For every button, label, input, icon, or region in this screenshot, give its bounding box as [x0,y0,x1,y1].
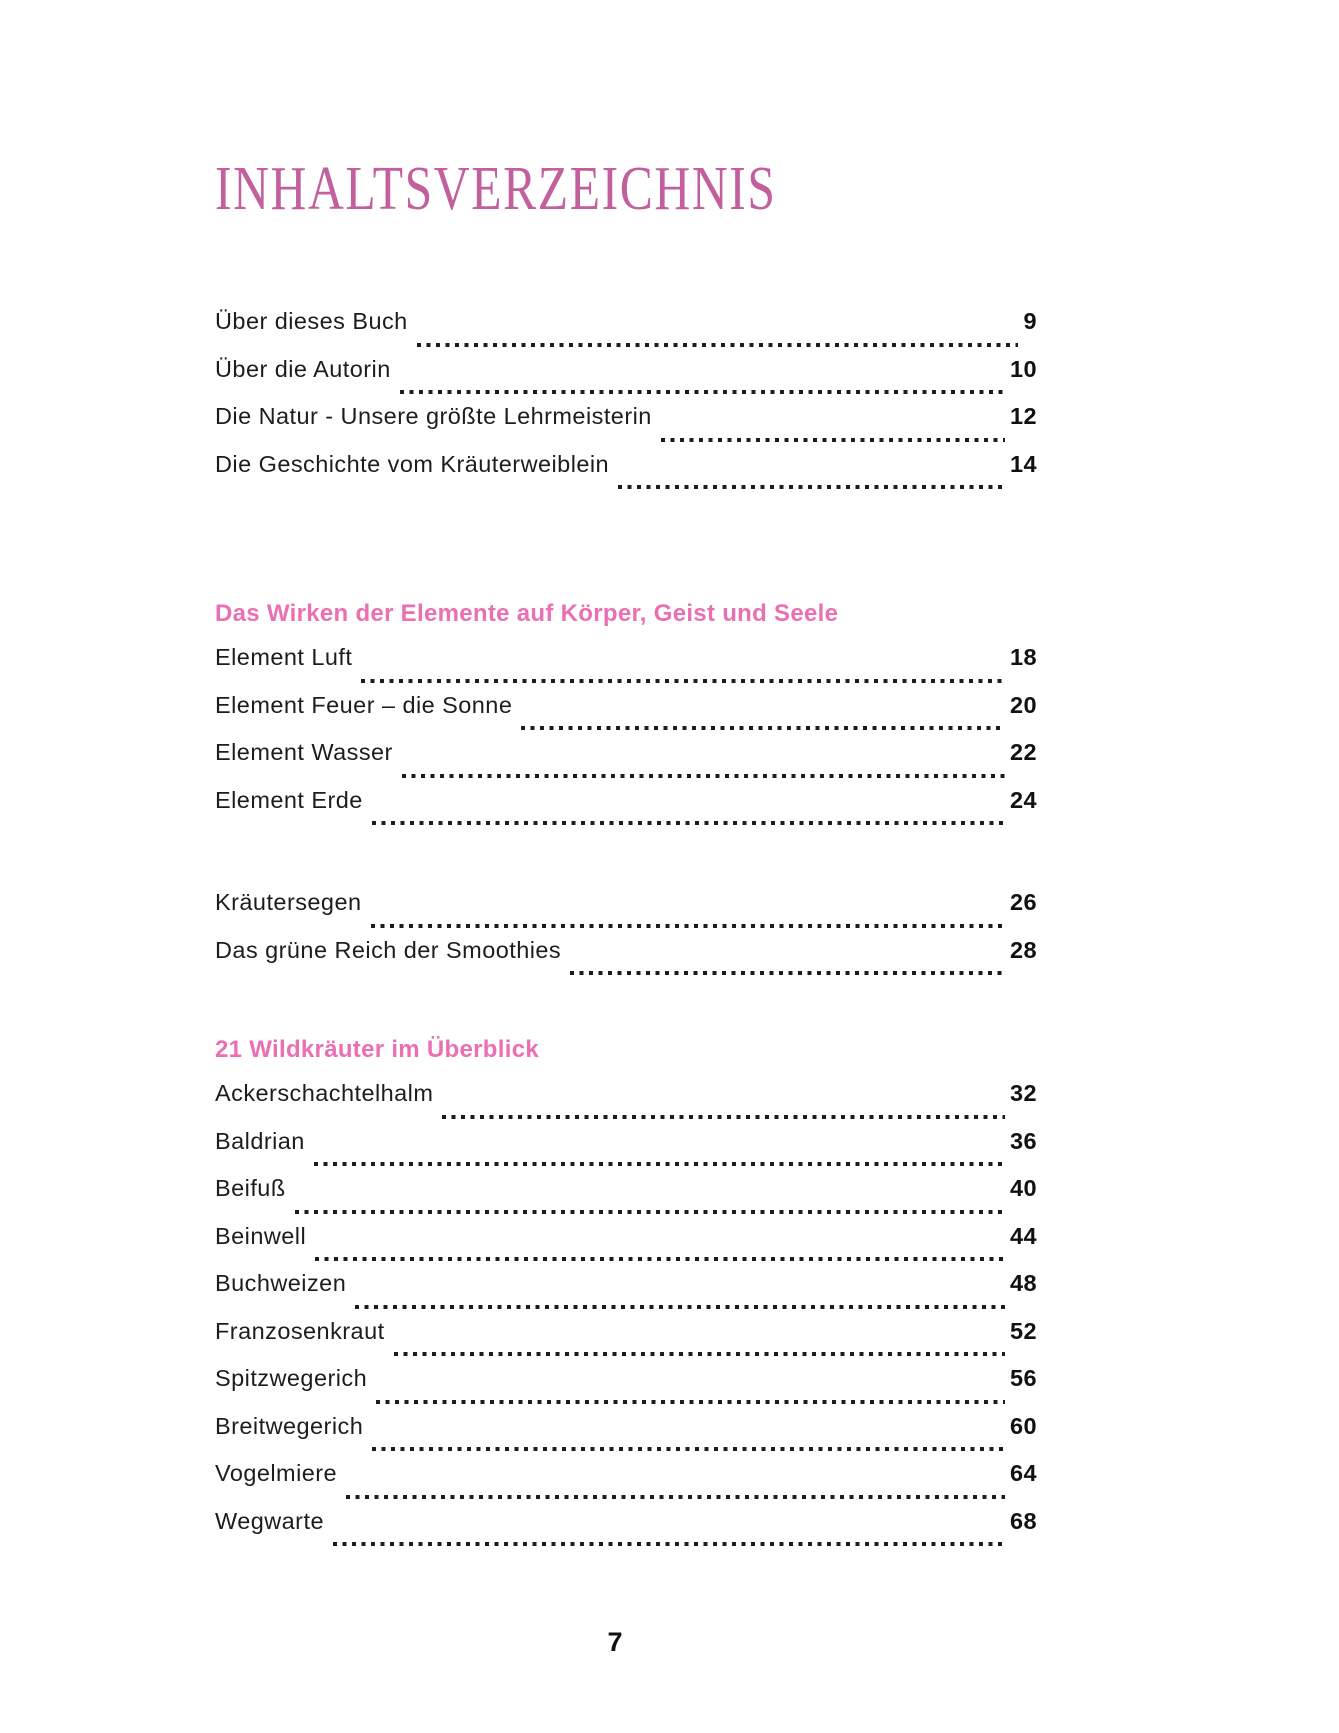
dot-leader [521,726,1005,730]
page-footer [215,1627,1015,1658]
entry-label: Ackerschachtelhalm [215,1080,434,1106]
footer-page-number: 7 [607,1627,623,1657]
toc-entry [215,787,1037,835]
toc-section [215,598,1037,834]
entry-label: Element Erde [215,786,363,813]
page-title: INHALTSVERZEICHNIS [215,155,777,223]
entry-page-number: 20 [1009,691,1037,718]
dot-leader [314,1162,1005,1166]
entry-label: Das grüne Reich der Smoothies [215,936,562,963]
entry-list [215,308,1037,498]
entry-page-number: 40 [1009,1175,1037,1201]
toc-section [215,308,1037,498]
entry-page-number: 68 [1009,1507,1037,1534]
entry-page-number: 64 [1009,1460,1037,1486]
toc-entry [215,1318,1037,1366]
dot-leader [442,1115,1005,1119]
toc-entry [215,1508,1037,1556]
toc-section [215,889,1037,984]
toc-entry [215,937,1037,985]
dot-leader [346,1495,1005,1499]
entry-label: Wegwarte [215,1507,324,1534]
entry-page-number: 18 [1009,644,1037,670]
dot-leader [394,1352,1005,1356]
entry-list [215,1080,1037,1555]
dot-leader [355,1305,1005,1309]
entry-page-number: 9 [1023,308,1037,334]
toc-entry [215,889,1037,937]
entry-page-number: 22 [1009,739,1037,765]
entry-page-number: 60 [1009,1412,1037,1439]
toc-entry [215,1175,1037,1223]
dot-leader [315,1257,1005,1261]
toc-entry [215,1128,1037,1176]
entry-label: Element Feuer – die Sonne [215,691,513,718]
toc-entry [215,1413,1037,1461]
toc-entry [215,644,1037,692]
page-content [215,0,1037,1555]
toc-entry [215,356,1037,404]
entry-label: Franzosenkraut [215,1317,385,1344]
dot-leader [361,679,1005,683]
entry-label: Baldrian [215,1127,305,1154]
toc-entry [215,1460,1037,1508]
toc [215,308,1037,1555]
entry-page-number: 24 [1009,786,1037,813]
entry-page-number: 12 [1009,403,1037,429]
toc-entry [215,451,1037,499]
entry-label: Über dieses Buch [215,308,408,334]
entry-label: Spitzwegerich [215,1365,368,1391]
entry-label: Vogelmiere [215,1460,338,1486]
toc-entry [215,308,1037,356]
entry-label: Kräutersegen [215,889,362,915]
entry-page-number: 26 [1009,889,1037,915]
entry-label: Die Natur - Unsere größte Lehrmeisterin [215,403,652,429]
toc-entry [215,1270,1037,1318]
toc-entry [215,692,1037,740]
entry-page-number: 56 [1009,1365,1037,1391]
entry-label: Über die Autorin [215,355,391,382]
entry-label: Breitwegerich [215,1412,364,1439]
section-heading: Das Wirken der Elemente auf Körper, Geist und Seele [215,600,839,627]
entry-label: Beifuß [215,1175,286,1201]
toc-entry [215,1080,1037,1128]
entry-page-number: 28 [1009,936,1037,963]
dot-leader [333,1542,1005,1546]
section-heading: 21 Wildkräuter im Überblick [215,1036,539,1063]
dot-leader [400,390,1005,394]
entry-label: Die Geschichte vom Kräuterweiblein [215,450,610,477]
dot-leader [372,1447,1005,1451]
entry-page-number: 52 [1009,1317,1037,1344]
toc-entry [215,739,1037,787]
toc-entry [215,1365,1037,1413]
dot-leader [376,1400,1005,1404]
entry-label: Buchweizen [215,1270,347,1296]
entry-label: Element Wasser [215,739,393,765]
dot-leader [372,821,1005,825]
dot-leader [402,774,1005,778]
toc-entry [215,1223,1037,1271]
toc-section [215,1034,1037,1555]
entry-page-number: 44 [1009,1222,1037,1249]
dot-leader [295,1210,1005,1214]
entry-label: Element Luft [215,644,353,670]
entry-page-number: 48 [1009,1270,1037,1296]
entry-list [215,889,1037,984]
entry-list [215,644,1037,834]
dot-leader [661,438,1005,442]
toc-entry [215,403,1037,451]
entry-page-number: 14 [1009,450,1037,477]
dot-leader [371,924,1005,928]
dot-leader [417,343,1019,347]
entry-page-number: 36 [1009,1127,1037,1154]
entry-page-number: 10 [1009,355,1037,382]
entry-label: Beinwell [215,1222,307,1249]
dot-leader [570,971,1005,975]
dot-leader [618,485,1005,489]
entry-page-number: 32 [1009,1080,1037,1106]
